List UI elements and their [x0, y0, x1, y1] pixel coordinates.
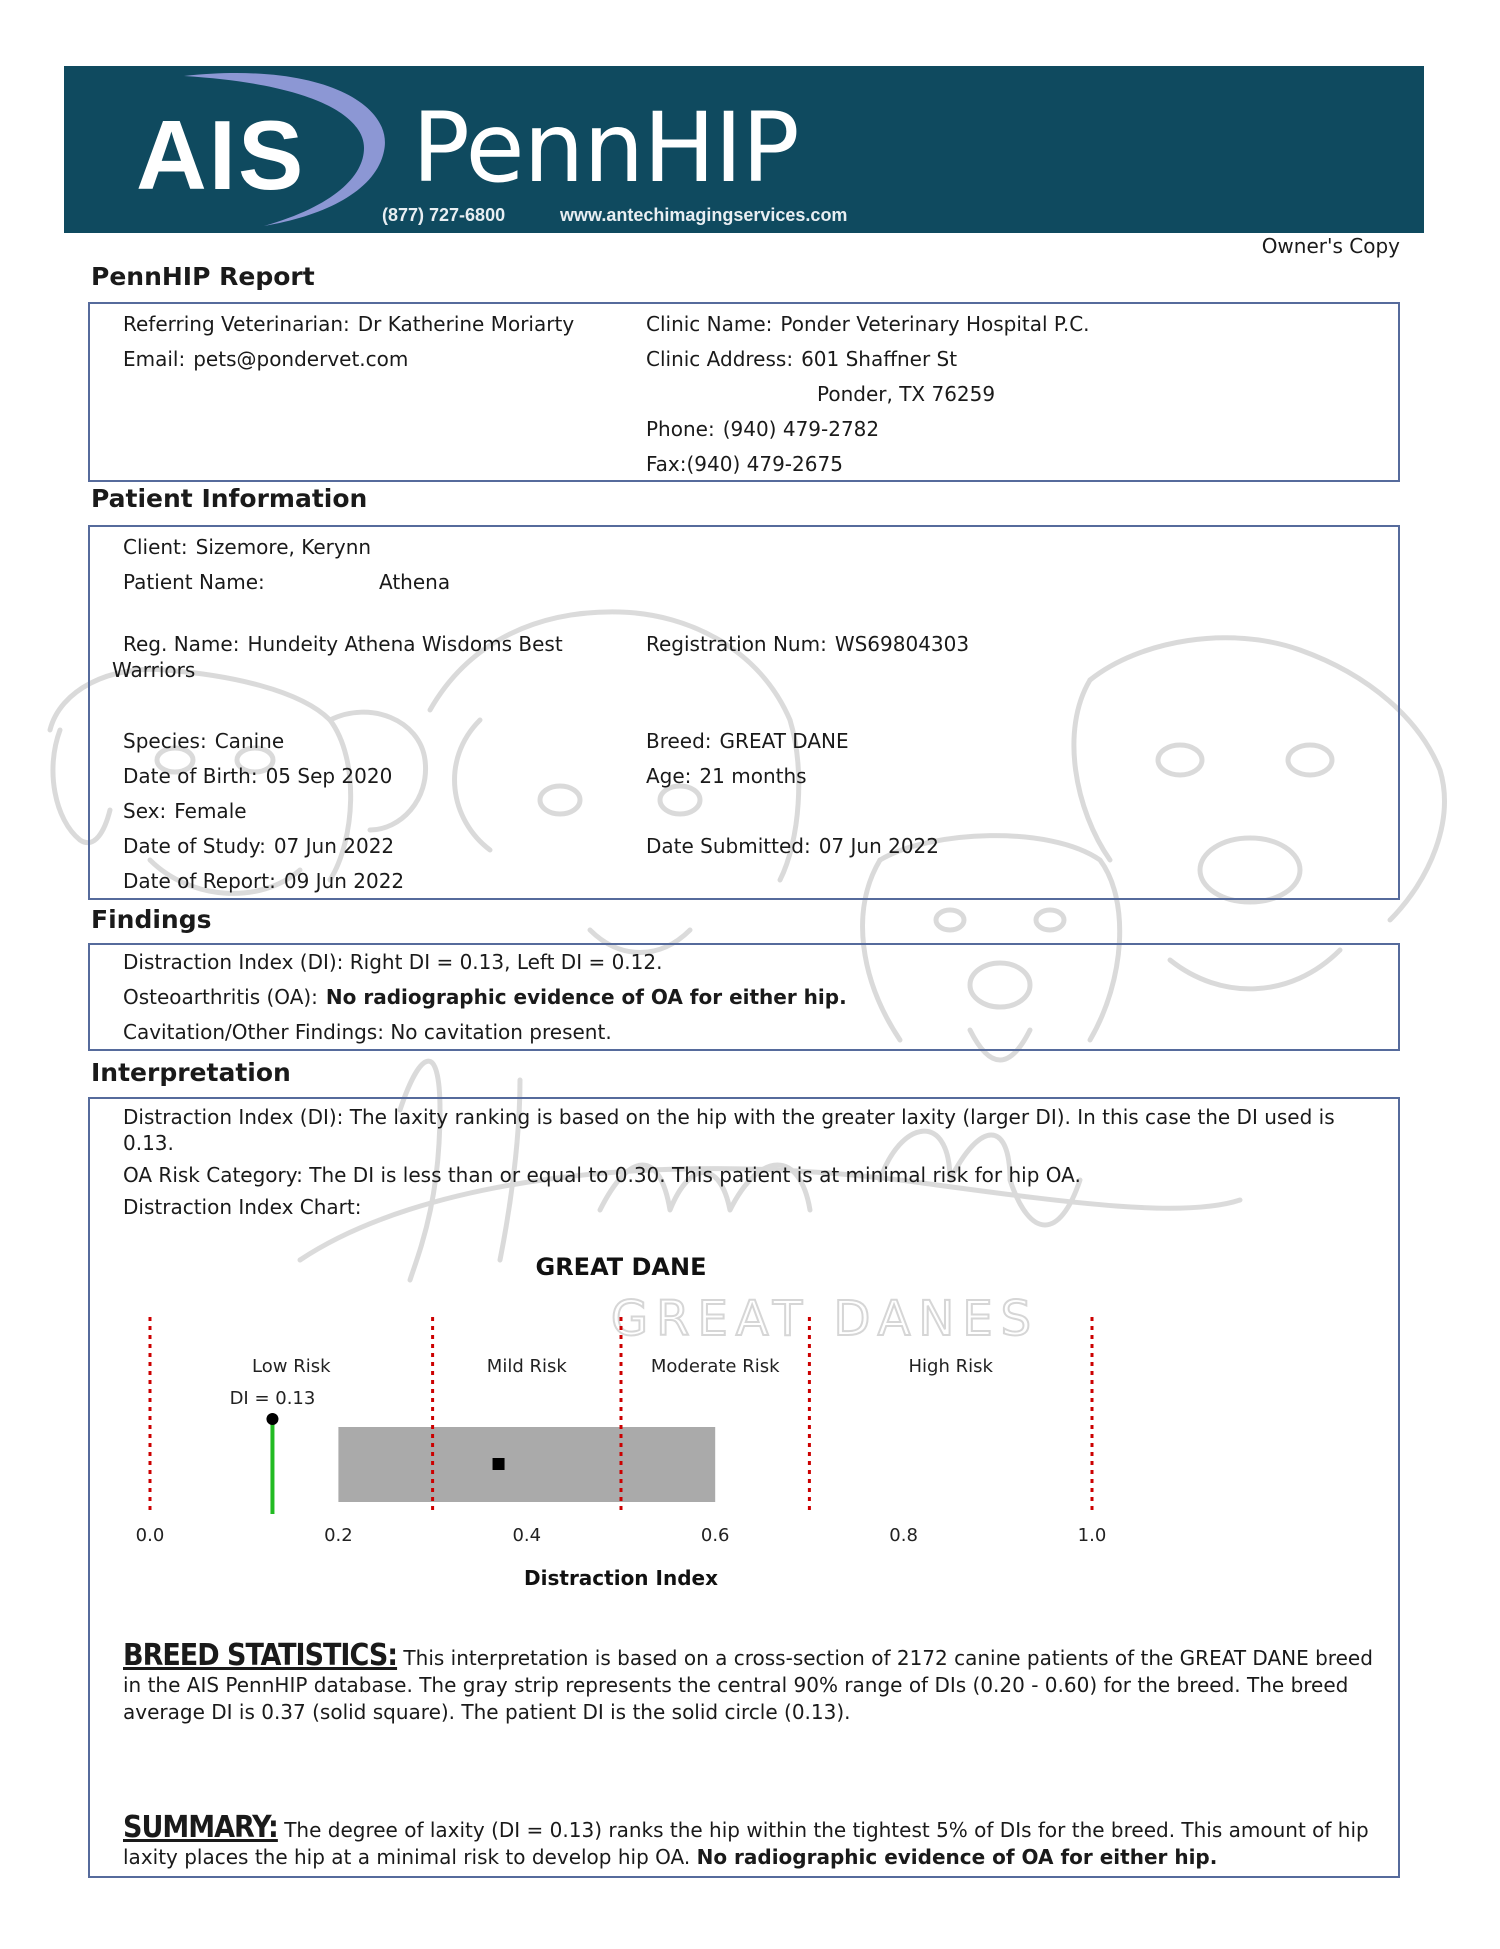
findings-di: Distraction Index (DI): Right DI = 0.13, Left DI = 0.12. — [123, 950, 663, 974]
x-tick-label: 1.0 — [1077, 1525, 1107, 1546]
sex-row: Sex: Female — [123, 799, 247, 823]
study-date-row: Date of Study: 07 Jun 2022 — [123, 834, 395, 858]
referring-vet-value: Dr Katherine Moriarty — [357, 312, 575, 336]
study-date-value: 07 Jun 2022 — [273, 834, 395, 858]
breed-statistics-paragraph — [123, 1638, 1373, 1726]
chart-title: GREAT DANE — [535, 1253, 707, 1281]
reg-num-row: Registration Num: WS69804303 — [646, 632, 970, 656]
client-row: Client: Sizemore, Kerynn — [123, 535, 372, 559]
dob-value: 05 Sep 2020 — [265, 764, 393, 788]
report-date-row: Date of Report: 09 Jun 2022 — [123, 869, 405, 893]
breed-statistics-text: This interpretation is based on a cross-section of 2172 canine patients of the GREAT DANE breed in the AIS PennHIP database. The gray strip represents the central 90% range of DIs (0.20 - 0.60) for the breed. The breed average DI is 0.37 (solid square). The patient DI is the solid circle (0.13). — [123, 1646, 1373, 1724]
client-value: Sizemore, Kerynn — [195, 535, 372, 559]
breed-range-strip — [338, 1427, 715, 1502]
findings-section-title: Findings — [91, 905, 212, 934]
dob-row: Date of Birth: 05 Sep 2020 — [123, 764, 393, 788]
risk-zone-label: Moderate Risk — [650, 1356, 780, 1377]
email-value: pets@pondervet.com — [193, 347, 409, 371]
x-axis-label: Distraction Index — [524, 1566, 718, 1590]
reg-name-value-1: Hundeity Athena Wisdoms Best — [247, 632, 563, 656]
reg-name-row: Reg. Name: Hundeity Athena Wisdoms Best — [123, 632, 563, 656]
fax-value: (940) 479-2675 — [686, 452, 843, 476]
age-value: 21 months — [699, 764, 807, 788]
x-tick-label: 0.4 — [512, 1525, 542, 1546]
summary-paragraph — [123, 1810, 1373, 1871]
interpretation-oa-risk: OA Risk Category: The DI is less than or equal to 0.30. This patient is at minimal risk for hip OA. — [123, 1163, 1081, 1187]
header-banner — [64, 66, 1424, 233]
submitted-date-value: 07 Jun 2022 — [818, 834, 939, 858]
fax-row: Fax:(940) 479-2675 — [646, 452, 843, 476]
owner-copy-label: Owner's Copy — [1261, 234, 1400, 258]
breed-statistics-heading: BREED STATISTICS: — [123, 1638, 398, 1673]
phone-value: (940) 479-2782 — [722, 417, 880, 441]
referring-vet-row: Referring Veterinarian: Dr Katherine Moriarty — [123, 312, 575, 336]
x-tick-label: 0.2 — [324, 1525, 353, 1546]
x-tick-label: 0.6 — [700, 1525, 730, 1546]
logo-pennhip: PennHIP — [412, 92, 799, 204]
logo-ais: AIS — [136, 100, 306, 210]
report-date-value: 09 Jun 2022 — [283, 869, 405, 893]
watermark-subtext: GREAT DANES — [610, 1291, 1040, 1347]
summary-bold-text: No radiographic evidence of OA for either hip. — [696, 1845, 1218, 1869]
breed-row: Breed: GREAT DANE — [646, 729, 849, 753]
banner-phone: (877) 727-6800 — [382, 205, 506, 225]
report-box — [88, 302, 1400, 482]
email-row: Email: pets@pondervet.com — [123, 347, 409, 371]
phone-row: Phone: (940) 479-2782 — [646, 417, 880, 441]
patient-section-title: Patient Information — [91, 484, 368, 513]
findings-box — [88, 943, 1400, 1051]
breed-average-square — [493, 1458, 505, 1470]
banner-website: www.antechimagingservices.com — [560, 205, 848, 225]
distraction-index-chart — [90, 1229, 1290, 1599]
species-row: Species: Canine — [123, 729, 285, 753]
risk-zone-label: Low Risk — [252, 1356, 331, 1377]
interpretation-chart-label: Distraction Index Chart: — [123, 1195, 362, 1219]
x-tick-label: 0.8 — [889, 1525, 918, 1546]
summary-text: The degree of laxity (DI = 0.13) ranks the hip within the tightest 5% of DIs for the breed. This amount of hip laxity places the hip at a minimal risk to develop hip OA. — [123, 1818, 1369, 1869]
interpretation-section-title: Interpretation — [91, 1058, 291, 1087]
clinic-address-1: 601 Shaffner St — [801, 347, 958, 371]
risk-zone-label: High Risk — [908, 1356, 993, 1377]
patient-name-value: Athena — [379, 570, 451, 594]
clinic-address-row: Clinic Address: 601 Shaffner St — [646, 347, 958, 371]
findings-oa-value: No radiographic evidence of OA for either hip. — [325, 985, 847, 1009]
sex-value: Female — [174, 799, 247, 823]
clinic-name-value: Ponder Veterinary Hospital P.C. — [780, 312, 1090, 336]
patient-di-label: DI = 0.13 — [229, 1388, 316, 1409]
clinic-name-row: Clinic Name: Ponder Veterinary Hospital P.C. — [646, 312, 1090, 336]
clinic-address-2: Ponder, TX 76259 — [817, 382, 996, 406]
x-tick-label: 0.0 — [135, 1525, 165, 1546]
findings-cavitation: Cavitation/Other Findings: No cavitation present. — [123, 1020, 612, 1044]
patient-name-label: Patient Name: — [123, 570, 265, 594]
age-row: Age: 21 months — [646, 764, 807, 788]
breed-value: GREAT DANE — [719, 729, 849, 753]
report-section-title: PennHIP Report — [91, 262, 315, 291]
findings-oa-row: Osteoarthritis (OA): No radiographic evidence of OA for either hip. — [123, 985, 847, 1009]
patient-box — [88, 525, 1400, 900]
species-value: Canine — [214, 729, 285, 753]
interpretation-box — [88, 1097, 1400, 1878]
risk-zone-label: Mild Risk — [486, 1356, 567, 1377]
patient-di-circle — [266, 1413, 278, 1425]
reg-name-value-2: Warriors — [112, 658, 196, 682]
summary-heading: SUMMARY: — [123, 1810, 278, 1845]
reg-num-value: WS69804303 — [834, 632, 970, 656]
submitted-date-row: Date Submitted: 07 Jun 2022 — [646, 834, 939, 858]
interpretation-di: Distraction Index (DI): The laxity ranking is based on the hip with the greater laxity (larger DI). In this case the DI used is 0.13. — [123, 1105, 1335, 1155]
